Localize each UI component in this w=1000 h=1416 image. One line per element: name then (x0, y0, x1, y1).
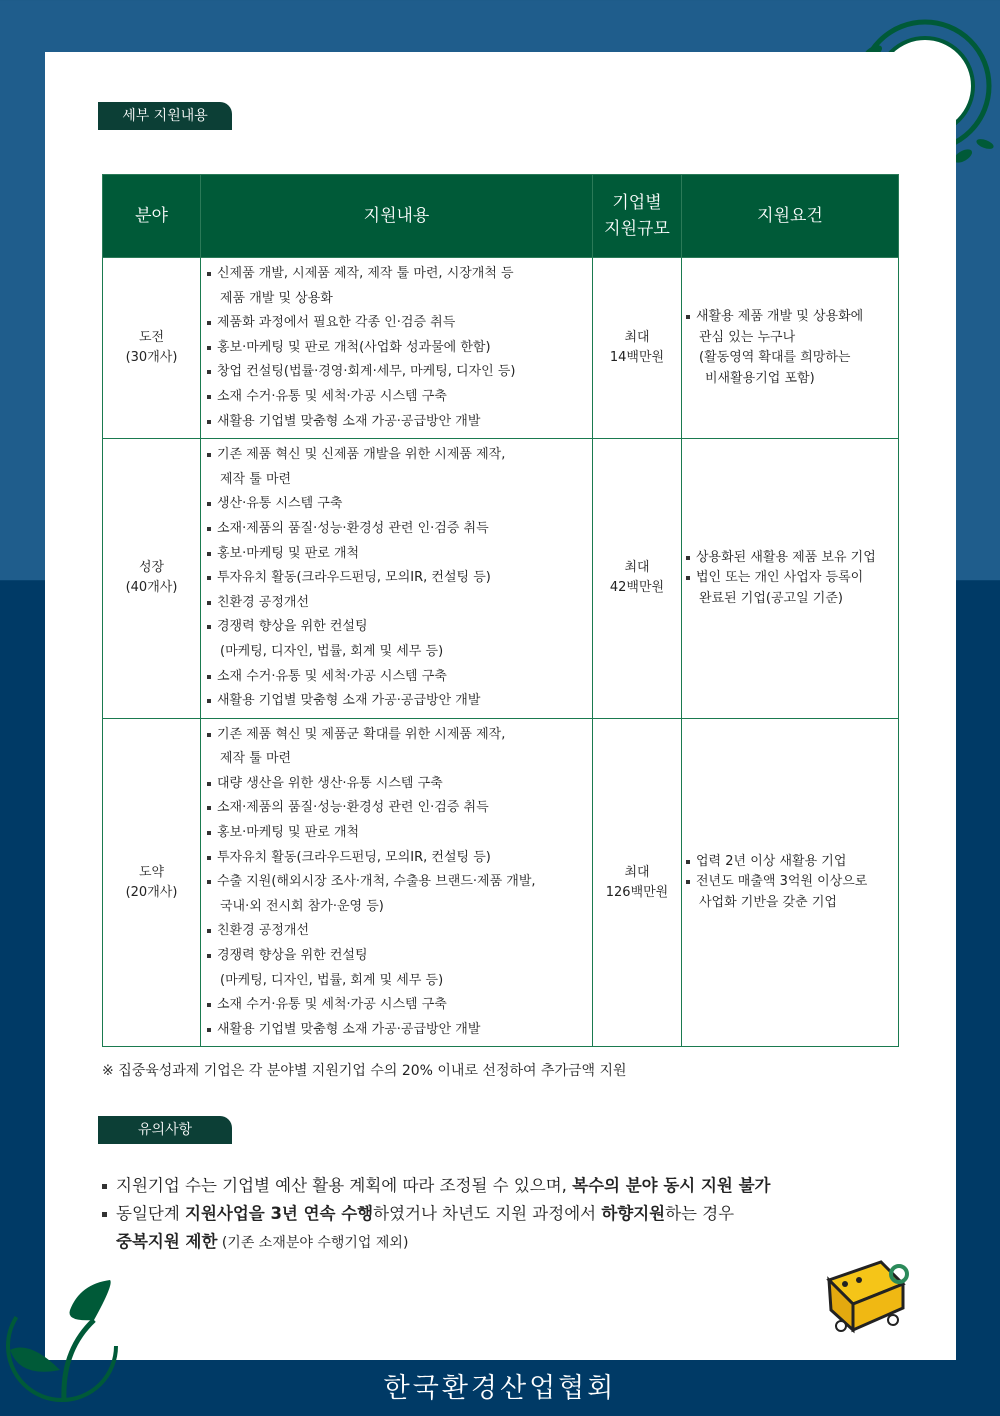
field-cell: 도약 (20개사) (103, 718, 201, 1047)
content-card (45, 52, 956, 1360)
list-item: 홍보·마케팅 및 판로 개척(사업화 성과물에 한함) (207, 336, 586, 361)
footnote: ※ 집중육성과제 기업은 각 분야별 지원기업 수의 20% 이내로 선정하여 추가금액 지원 (102, 1063, 627, 1079)
table-header-row (103, 175, 899, 258)
header-field: 분야 (103, 175, 201, 258)
list-item: 새활용 기업별 맞춤형 소재 가공·공급방안 개발 (207, 410, 586, 435)
table-row (103, 439, 899, 719)
header-content: 지원내용 (201, 175, 593, 258)
list-item: 기존 제품 혁신 및 제품군 확대를 위한 시제품 제작, 제작 툴 마련 (207, 723, 586, 772)
list-item: 신제품 개발, 시제품 제작, 제작 툴 마련, 시장개척 등 제품 개발 및 상용화 (207, 262, 586, 311)
list-item: 법인 또는 개인 사업자 등록이 완료된 기업(공고일 기준) (686, 568, 892, 609)
content-cell (201, 258, 593, 439)
list-item: 소재·제품의 품질·성능·환경성 관련 인·검증 취득 (207, 517, 586, 542)
brand-logo-text: 한국환경산업협회 (383, 1373, 617, 1404)
list-item: 새활용 제품 개발 및 상용화에 관심 있는 누구나 (활동영역 확대를 희망하는 비새활용기업 포함) (686, 307, 892, 389)
support-table (102, 174, 899, 1047)
list-item: 제품화 과정에서 필요한 각종 인·검증 취득 (207, 311, 586, 336)
list-item: 소재·제품의 품질·성능·환경성 관련 인·검증 취득 (207, 796, 586, 821)
list-item: 새활용 기업별 맞춤형 소재 가공·공급방안 개발 (207, 689, 586, 714)
list-item: 대량 생산을 위한 생산·유통 시스템 구축 (207, 772, 586, 797)
list-item: 수출 지원(해외시장 조사·개척, 수출용 브랜드·제품 개발, 국내·외 전시회 참가·운영 등) (207, 870, 586, 919)
field-cell: 성장 (40개사) (103, 439, 201, 719)
list-item: 친환경 공정개선 (207, 919, 586, 944)
box-mascot-icon (815, 1250, 925, 1334)
list-item: 상용화된 새활용 제품 보유 기업 (686, 548, 892, 569)
notice-item: 동일단계 지원사업을 3년 연속 수행하였거나 차년도 지원 과정에서 하향지원하는 경우 (102, 1200, 770, 1228)
list-item: 창업 컨설팅(법률·경영·회계·세무, 마케팅, 디자인 등) (207, 360, 586, 385)
list-item: 경쟁력 향상을 위한 컨설팅 (마케팅, 디자인, 법률, 회계 및 세무 등) (207, 944, 586, 993)
scale-cell: 최대 42백만원 (593, 439, 682, 719)
content-cell (201, 439, 593, 719)
content-cell (201, 718, 593, 1047)
table-row (103, 258, 899, 439)
table-row (103, 718, 899, 1047)
notice-list (102, 1172, 770, 1257)
requirement-cell (682, 718, 899, 1047)
list-item: 새활용 기업별 맞춤형 소재 가공·공급방안 개발 (207, 1018, 586, 1043)
header-requirement: 지원요건 (682, 175, 899, 258)
section-tab-detail: 세부 지원내용 (98, 102, 232, 130)
notice-item-cont: 중복지원 제한 (기존 소재분야 수행기업 제외) (116, 1232, 409, 1251)
list-item: 기존 제품 혁신 및 신제품 개발을 위한 시제품 제작, 제작 툴 마련 (207, 443, 586, 492)
scale-cell: 최대 126백만원 (593, 718, 682, 1047)
list-item: 친환경 공정개선 (207, 591, 586, 616)
scale-cell: 최대 14백만원 (593, 258, 682, 439)
list-item: 전년도 매출액 3억원 이상으로 사업화 기반을 갖춘 기업 (686, 872, 892, 913)
requirement-cell (682, 439, 899, 719)
notice-item: 지원기업 수는 기업별 예산 활용 계획에 따라 조정될 수 있으며, 복수의 분야 동시 지원 불가 (102, 1172, 770, 1200)
list-item: 홍보·마케팅 및 판로 개척 (207, 542, 586, 567)
list-item: 소재 수거·유통 및 세척·가공 시스템 구축 (207, 665, 586, 690)
field-cell: 도전 (30개사) (103, 258, 201, 439)
list-item: 소재 수거·유통 및 세척·가공 시스템 구축 (207, 993, 586, 1018)
list-item: 생산·유통 시스템 구축 (207, 492, 586, 517)
section-tab-notice: 유의사항 (98, 1116, 232, 1144)
list-item: 경쟁력 향상을 위한 컨설팅 (마케팅, 디자인, 법률, 회계 및 세무 등) (207, 615, 586, 664)
list-item: 업력 2년 이상 새활용 기업 (686, 852, 892, 873)
list-item: 투자유치 활동(크라우드펀딩, 모의IR, 컨설팅 등) (207, 846, 586, 871)
requirement-cell (682, 258, 899, 439)
list-item: 홍보·마케팅 및 판로 개척 (207, 821, 586, 846)
list-item: 소재 수거·유통 및 세척·가공 시스템 구축 (207, 385, 586, 410)
header-scale: 기업별 지원규모 (593, 175, 682, 258)
list-item: 투자유치 활동(크라우드펀딩, 모의IR, 컨설팅 등) (207, 566, 586, 591)
